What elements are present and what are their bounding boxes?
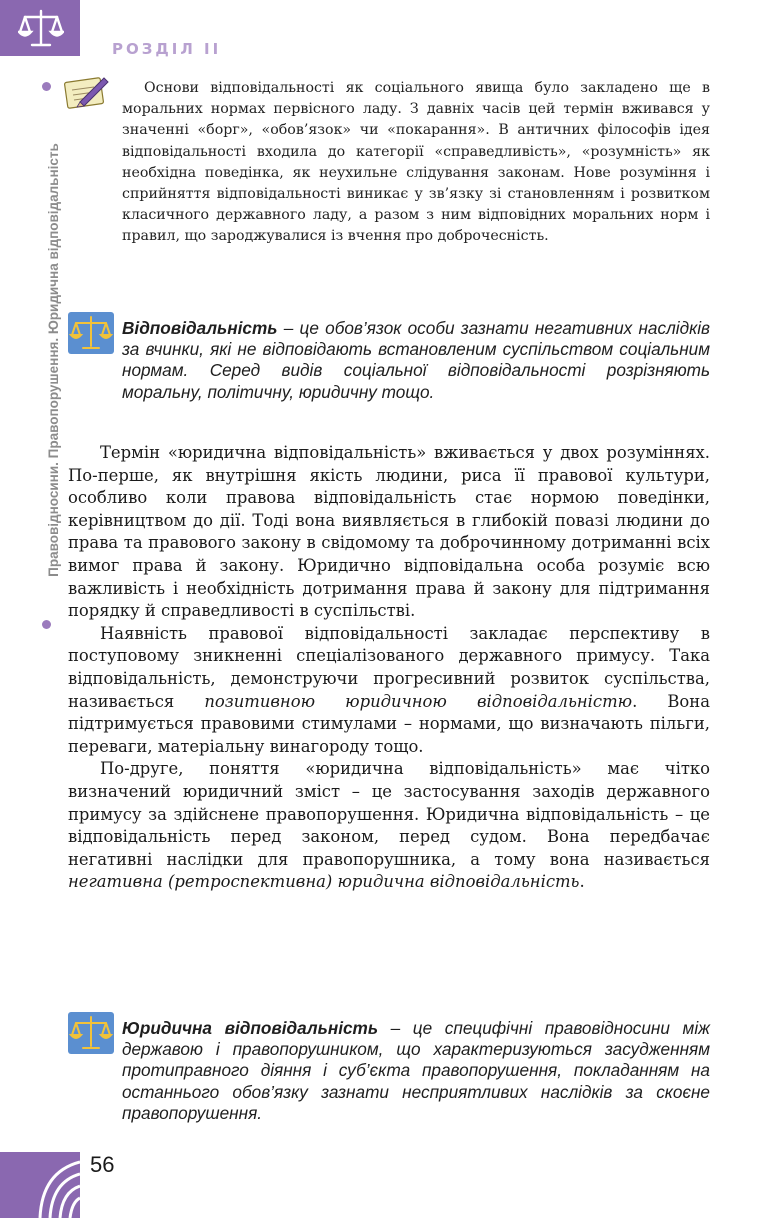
page-corner xyxy=(0,1152,80,1218)
definition-text: – це специфічні правовідносини між державою і правопорушником, що характеризуються засудженням протиправного діяння і суб’єкта правопорушення, покладанням на останнього обов’язку зазнати несприятливих наслідків за скоєне правопорушення. xyxy=(122,1018,710,1123)
definition-term: Юридична відповідальність xyxy=(122,1018,379,1038)
definition-term: Відповідальність xyxy=(122,318,278,338)
paragraph-2 xyxy=(68,623,710,759)
main-text xyxy=(68,442,710,894)
paragraph-3 xyxy=(68,758,710,894)
scales-icon xyxy=(68,312,114,354)
side-dot-top xyxy=(42,82,51,91)
definition-legal-responsibility xyxy=(122,1018,710,1124)
paragraph-2-text: Наявність правової відповідальності закладає перспективу в поступовому зникненні спеціалізованого державного примусу. Така відповідальність, демонструючи прогресивний розвиток суспільства, називається xyxy=(68,623,710,711)
scales-icon xyxy=(68,1012,114,1054)
definition-text: – це обов’язок особи зазнати негативних наслідків за вчинки, які не відповідають встановленим суспільством соціальним нормам. Серед видів соціальної відповідальності розрізняють моральну, політичну, юридичну тощо. xyxy=(122,318,710,402)
definition-responsibility xyxy=(122,318,710,403)
section-label: РОЗДІЛ ІІ xyxy=(112,40,222,58)
side-band xyxy=(0,56,40,1152)
page-number: 56 xyxy=(90,1152,115,1177)
side-dot-bottom xyxy=(42,620,51,629)
paragraph-2-end: . Вона підтримується правовими стимулами – нормами, що визначають пільги, переваги, матеріальну винагороду тощо. xyxy=(68,691,710,756)
pencil-note-icon xyxy=(64,74,110,110)
paragraph-1: Термін «юридична відповідальність» вживається у двох розуміннях. По-перше, як внутрішня якість людини, риса її правової культури, особливо коли правова відповідальність стає нормою поведінки, керівництвом до дії. Тоді вона виявляється в глибокій повазі людини до права та правового закону в свідомому та доброчинному дотриманні всіх вимог права й закону. Юридично відповідальна особа розуміє всю важливість і необхідність дотримання права й закону для підтримання порядку й справедливості в суспільстві. xyxy=(68,443,710,621)
negative-responsibility-term: негативна (ретроспективна) юридична відповідальність xyxy=(68,872,580,892)
side-running-title: Правовідносини. Правопорушення. Юридична відповідальність xyxy=(46,143,61,577)
arc-decoration-icon xyxy=(36,1152,80,1218)
positive-responsibility-term: позитивною юридичною відповідальністю xyxy=(204,691,633,711)
intro-paragraph: Основи відповідальності як соціального явища було закладено ще в моральних нормах первісного ладу. З давніх часів цей термін вживався у значенні «борг», «обов’язок» чи «покарання». В античних філософів ідея відповідальності входила до категорії «справедливість», «розумність» як необхідна поведінка, як неухильне слідування законам. Нове розуміння і сприйняття відповідальності виникає у зв’язку зі становленням і розвитком класичного державного ладу, а разом з ним відповідних моральних норм і правил, що зароджувалися із вчення про доброчесність. xyxy=(122,80,710,245)
scales-logo-icon xyxy=(18,8,64,50)
paragraph-3-text: По-друге, поняття «юридична відповідальність» має чітко визначений юридичний зміст – це застосування заходів державного примусу за здійснене правопорушення. Юридична відповідальність – це відповідальність перед законом, перед судом. Вона передбачає негативні наслідки для правопорушника, а тому вона називається xyxy=(68,759,710,869)
paragraph-3-end: . xyxy=(579,872,585,892)
chapter-logo xyxy=(0,0,80,56)
